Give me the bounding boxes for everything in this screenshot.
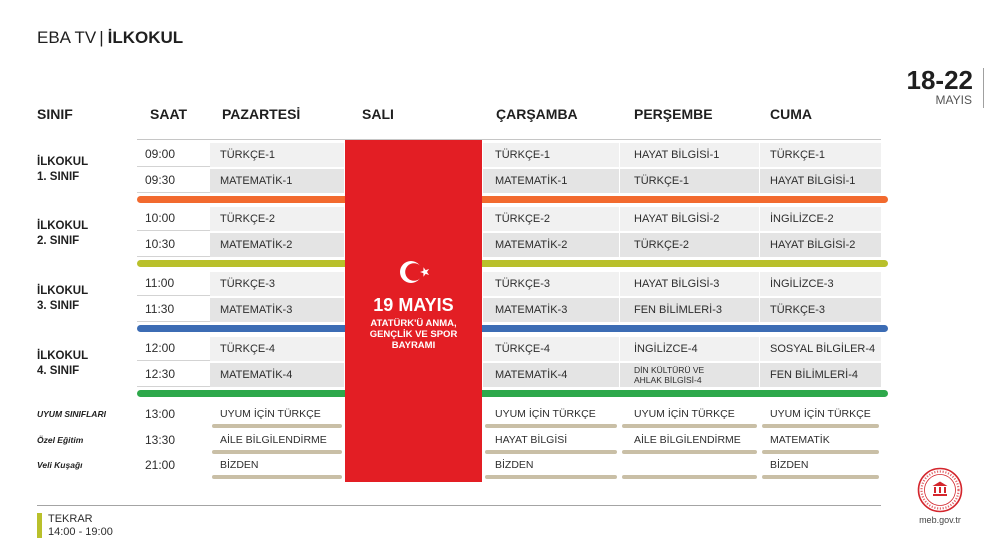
time-cell: 11:00 <box>137 272 210 296</box>
schedule-row <box>0 169 1000 193</box>
group-divider-bar <box>137 196 888 203</box>
monday-underline <box>212 424 342 428</box>
wednesday-underline <box>485 424 617 428</box>
friday-cell: İNGİLİZCE-2 <box>760 207 881 231</box>
friday-underline <box>762 475 879 479</box>
monday-cell: TÜRKÇE-3 <box>210 272 344 296</box>
col-header-tuesday: SALI <box>362 106 394 122</box>
extra-row-label: Özel Eğitim <box>37 435 84 445</box>
monday-cell: MATEMATİK-1 <box>210 169 344 193</box>
schedule-row <box>0 337 1000 361</box>
holiday-title: 19 MAYIS <box>373 295 454 315</box>
friday-cell: HAYAT BİLGİSİ-2 <box>760 233 881 257</box>
thursday-cell: HAYAT BİLGİSİ-3 <box>620 272 759 296</box>
friday-cell: SOSYAL BİLGİLER-4 <box>760 337 881 361</box>
school-level: İLKOKUL <box>107 28 184 47</box>
group-label-line: 3. SINIF <box>37 300 80 312</box>
holiday-subtitle <box>345 318 482 351</box>
schedule-row <box>0 298 1000 322</box>
thursday-underline <box>622 424 757 428</box>
monday-cell: MATEMATİK-4 <box>210 363 344 387</box>
group-label-line: İLKOKUL <box>37 285 89 297</box>
repeat-label: TEKRAR <box>48 513 93 525</box>
monday-underline <box>212 475 342 479</box>
wednesday-cell: TÜRKÇE-1 <box>483 143 619 167</box>
time-cell: 12:00 <box>137 337 210 361</box>
date-range: 18-22 <box>906 65 973 95</box>
monday-cell: MATEMATİK-2 <box>210 233 344 257</box>
extra-row-label: UYUM SINIFLARI <box>37 409 106 419</box>
group-divider-bar <box>137 325 888 332</box>
friday-cell: FEN BİLİMLERİ-4 <box>760 363 881 387</box>
group-label-line: 4. SINIF <box>37 365 80 377</box>
monday-cell: MATEMATİK-3 <box>210 298 344 322</box>
friday-cell: MATEMATİK <box>770 434 830 446</box>
brand-name: EBA TV <box>37 28 97 47</box>
group-divider-bar <box>137 260 888 267</box>
wednesday-cell: TÜRKÇE-3 <box>483 272 619 296</box>
thursday-cell: FEN BİLİMLERİ-3 <box>620 298 759 322</box>
extra-row-label: Veli Kuşağı <box>37 460 83 470</box>
thursday-cell: HAYAT BİLGİSİ-2 <box>620 207 759 231</box>
month-label: MAYIS <box>935 93 972 107</box>
thursday-cell-line: AHLAK BİLGİSİ-4 <box>634 375 702 385</box>
repeat-time: 14:00 - 19:00 <box>48 526 113 538</box>
time-cell: 09:00 <box>137 143 210 167</box>
time-cell: 11:30 <box>137 298 210 322</box>
friday-underline <box>762 424 879 428</box>
monday-cell: AİLE BİLGİLENDİRME <box>220 434 327 446</box>
group-label-line: 1. SINIF <box>37 171 80 183</box>
wednesday-cell: BİZDEN <box>495 459 534 471</box>
wednesday-cell: MATEMATİK-2 <box>483 233 619 257</box>
thursday-cell: HAYAT BİLGİSİ-1 <box>620 143 759 167</box>
time-cell: 09:30 <box>137 169 210 193</box>
monday-cell: TÜRKÇE-2 <box>210 207 344 231</box>
header-divider <box>983 68 984 108</box>
monday-cell: UYUM İÇİN TÜRKÇE <box>220 408 321 420</box>
friday-cell: HAYAT BİLGİSİ-1 <box>760 169 881 193</box>
title-separator: | <box>99 28 104 47</box>
col-header-time: SAAT <box>150 106 188 122</box>
time-cell: 21:00 <box>145 458 176 472</box>
schedule-row <box>0 233 1000 257</box>
holiday-block <box>345 140 482 482</box>
monday-cell: TÜRKÇE-4 <box>210 337 344 361</box>
monday-underline <box>212 450 342 454</box>
holiday-subtitle-line: BAYRAMI <box>391 340 436 351</box>
wednesday-cell: HAYAT BİLGİSİ <box>495 434 568 446</box>
time-cell: 10:30 <box>137 233 210 257</box>
thursday-cell-line: DİN KÜLTÜRÜ VE <box>634 365 705 375</box>
thursday-cell: İNGİLİZCE-4 <box>620 337 759 361</box>
crescent-star-icon <box>398 258 434 286</box>
group-label-line: 2. SINIF <box>37 235 80 247</box>
meb-logo-icon <box>917 467 963 513</box>
time-cell: 13:00 <box>145 407 176 421</box>
schedule-row <box>0 207 1000 231</box>
wednesday-underline <box>485 475 617 479</box>
friday-cell: BİZDEN <box>770 459 809 471</box>
wednesday-cell: TÜRKÇE-4 <box>483 337 619 361</box>
friday-cell: İNGİLİZCE-3 <box>760 272 881 296</box>
thursday-cell: TÜRKÇE-1 <box>620 169 759 193</box>
monday-cell: BİZDEN <box>220 459 259 471</box>
friday-underline <box>762 450 879 454</box>
repeat-info <box>48 513 113 539</box>
website-label: meb.gov.tr <box>919 515 961 525</box>
header-rule <box>137 139 881 140</box>
thursday-cell: AİLE BİLGİLENDİRME <box>634 434 741 446</box>
group-label-line: İLKOKUL <box>37 156 89 168</box>
time-cell: 13:30 <box>145 433 176 447</box>
col-header-thursday: PERŞEMBE <box>634 106 713 122</box>
wednesday-underline <box>485 450 617 454</box>
col-header-monday: PAZARTESİ <box>222 106 301 122</box>
col-header-class: SINIF <box>37 106 73 122</box>
time-cell: 12:30 <box>137 363 210 387</box>
schedule-row <box>0 363 1000 387</box>
footer-divider <box>37 505 881 506</box>
wednesday-cell: UYUM İÇİN TÜRKÇE <box>495 408 596 420</box>
page-title <box>37 27 183 49</box>
wednesday-cell: TÜRKÇE-2 <box>483 207 619 231</box>
friday-cell: UYUM İÇİN TÜRKÇE <box>770 408 871 420</box>
schedule-row <box>0 143 1000 167</box>
friday-cell: TÜRKÇE-1 <box>760 143 881 167</box>
group-label-line: İLKOKUL <box>37 220 89 232</box>
thursday-cell: TÜRKÇE-2 <box>620 233 759 257</box>
group-divider-bar <box>137 390 888 397</box>
wednesday-cell: MATEMATİK-4 <box>483 363 619 387</box>
thursday-cell <box>620 363 759 387</box>
repeat-accent-bar <box>37 513 42 538</box>
thursday-underline <box>622 475 757 479</box>
col-header-friday: CUMA <box>770 106 812 122</box>
holiday-subtitle-line: GENÇLİK VE SPOR <box>369 329 458 340</box>
group-label-line: İLKOKUL <box>37 350 89 362</box>
wednesday-cell: MATEMATİK-3 <box>483 298 619 322</box>
monday-cell: TÜRKÇE-1 <box>210 143 344 167</box>
time-cell: 10:00 <box>137 207 210 231</box>
col-header-wednesday: ÇARŞAMBA <box>496 106 578 122</box>
holiday-subtitle-line: ATATÜRK'Ü ANMA, <box>370 318 457 329</box>
thursday-cell: UYUM İÇİN TÜRKÇE <box>634 408 735 420</box>
thursday-underline <box>622 450 757 454</box>
schedule-row <box>0 272 1000 296</box>
wednesday-cell: MATEMATİK-1 <box>483 169 619 193</box>
friday-cell: TÜRKÇE-3 <box>760 298 881 322</box>
